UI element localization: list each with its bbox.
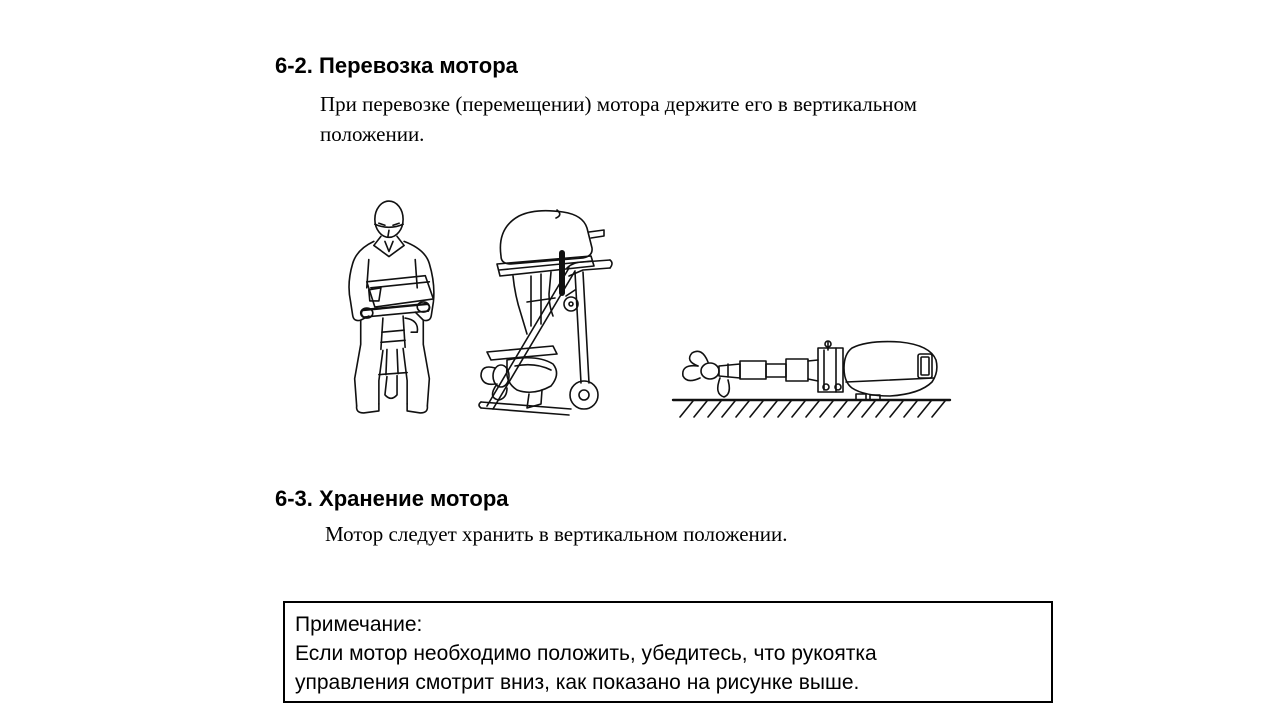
- note-box: [283, 601, 1053, 703]
- section-heading-storage: 6-3. Хранение мотора: [275, 486, 509, 511]
- motor-on-stand-illustration: [471, 206, 617, 416]
- section-body-transport: [320, 89, 917, 149]
- body-transport-line-2: положении.: [320, 122, 425, 146]
- body-transport-line-1: При перевозке (перемещении) мотора держите его в вертикальном: [320, 92, 917, 116]
- section-body-storage: [325, 519, 788, 549]
- person-carrying-motor-illustration: [338, 197, 446, 417]
- motor-lying-down-drawing: [668, 338, 956, 423]
- note-body-line-1: Если мотор необходимо положить, убедитесь, что рукоятка: [295, 642, 877, 665]
- section-heading-transport: 6-2. Перевозка мотора: [275, 53, 518, 78]
- motor-lying-down-illustration: [668, 338, 956, 423]
- note-body-line-2: управления смотрит вниз, как показано на рисунке выше.: [295, 671, 860, 694]
- body-storage-line-1: Мотор следует хранить в вертикальном положении.: [325, 522, 788, 546]
- motor-on-stand-drawing: [471, 206, 617, 416]
- person-carrying-motor-drawing: [338, 197, 446, 417]
- note-title: Примечание:: [295, 613, 423, 636]
